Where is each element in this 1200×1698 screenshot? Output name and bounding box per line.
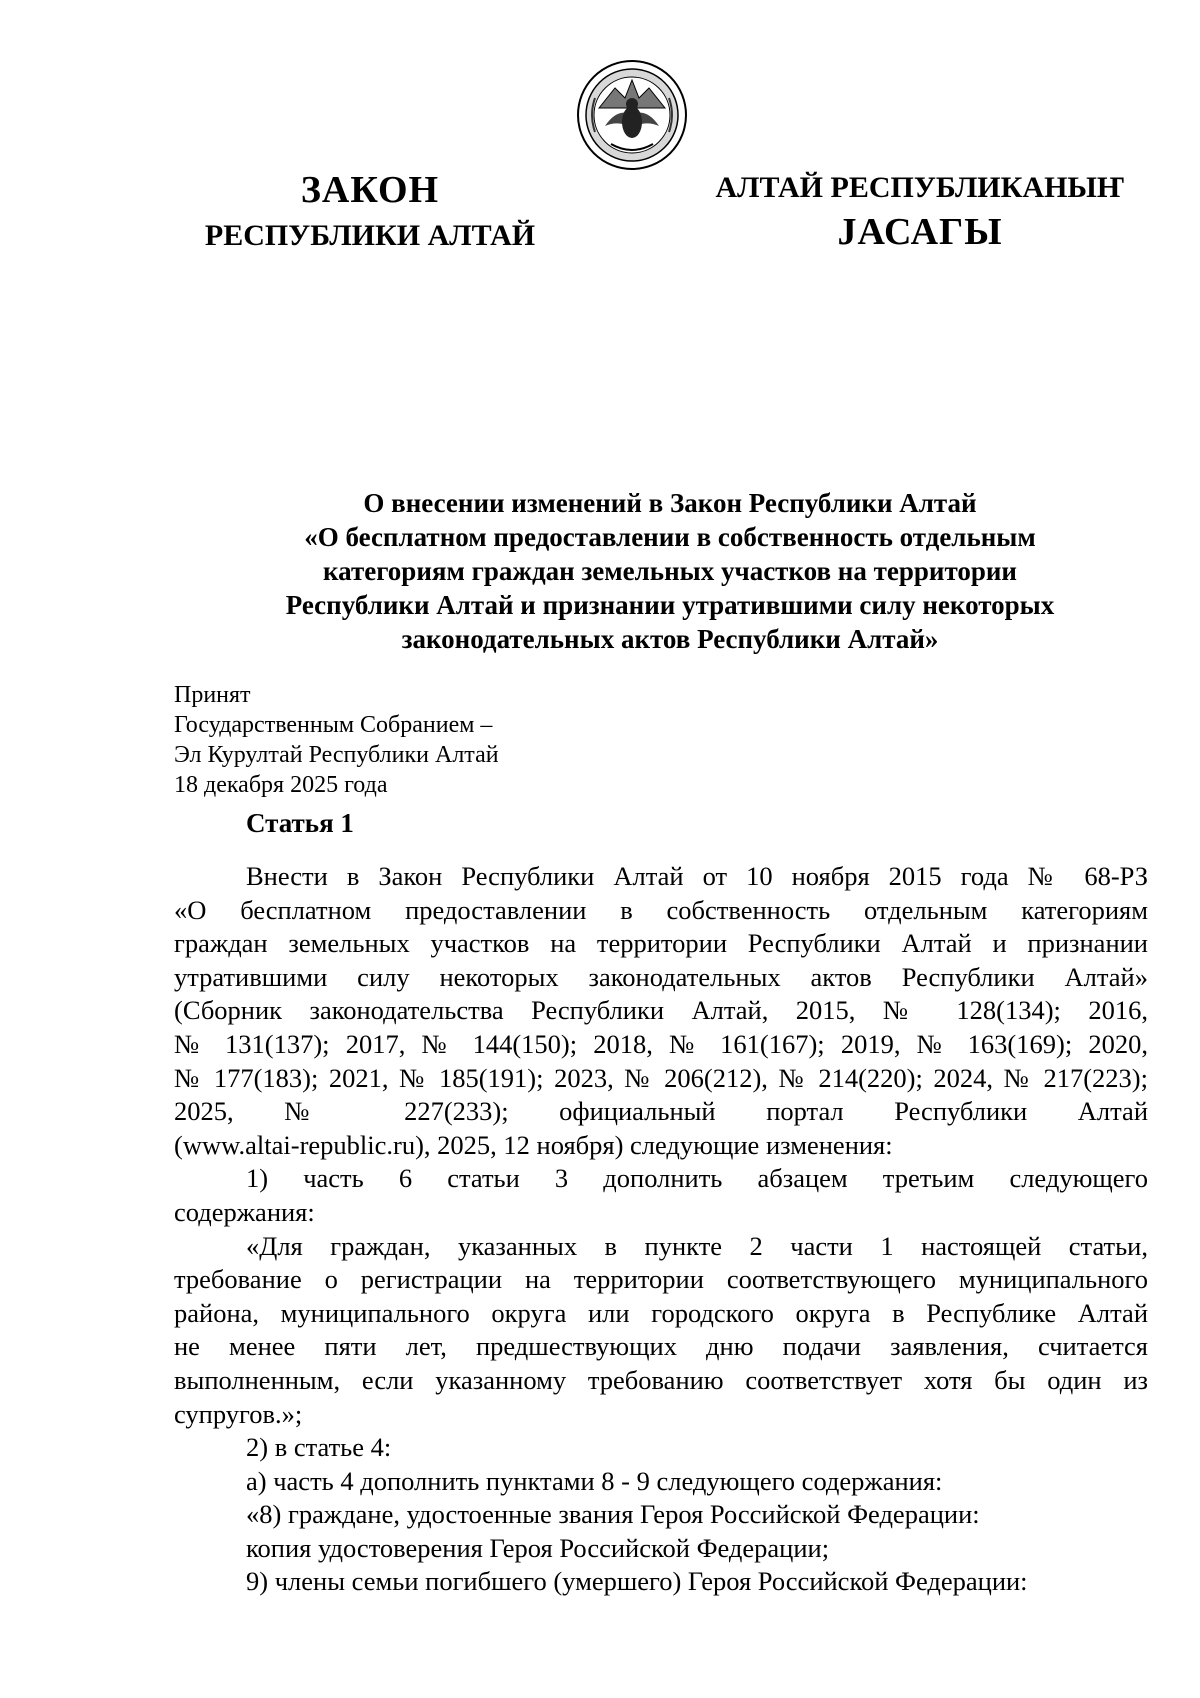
- paragraph-line: «О бесплатном предоставлении в собственность отдельным категориям: [174, 894, 1148, 925]
- article-body: [174, 860, 1148, 1599]
- article-heading: Статья 1: [246, 808, 354, 838]
- paragraph-line: супругов.»;: [174, 1398, 303, 1429]
- law-title-altai: ЈАСАГЫ: [837, 211, 1003, 253]
- paragraph-line: Внести в Закон Республики Алтай от 10 ноября 2015 года № 68-РЗ: [246, 861, 1148, 891]
- title-line: «О бесплатном предоставлении в собственность отдельным: [304, 522, 1036, 552]
- paragraph-line: утратившими силу некоторых законодательных актов Республики Алтай»: [174, 961, 1148, 992]
- paragraph-line: содержания:: [174, 1196, 315, 1227]
- paragraph-line: 1) часть 6 статьи 3 дополнить абзацем третьим следующего: [246, 1163, 1148, 1194]
- adopted-date: 18 декабря 2025 года: [174, 772, 388, 798]
- paragraph-line: требование о регистрации на территории соответствующего муниципального: [174, 1264, 1148, 1295]
- republic-name-ru: РЕСПУБЛИКИ АЛТАЙ: [204, 219, 536, 252]
- adopted-by-parliament: Эл Курултай Республики Алтай: [174, 742, 499, 768]
- paragraph-line: № 131(137); 2017, № 144(150); 2018, № 161(167); 2019, № 163(169); 2020,: [174, 1028, 1148, 1059]
- paragraph-line: (Сборник законодательства Республики Алтай, 2015, № 128(134); 2016,: [174, 995, 1148, 1026]
- title-line: категориям граждан земельных участков на территории: [323, 556, 1017, 586]
- paragraph-line: района, муниципального округа или городского округа в Республике Алтай: [174, 1297, 1148, 1328]
- paragraph-line: (www.altai-republic.ru), 2025, 12 ноября) следующие изменения:: [174, 1129, 893, 1160]
- adopted-label: Принят: [174, 682, 251, 708]
- paragraph-line: 2025, № 227(233); официальный портал Республики Алтай: [174, 1096, 1148, 1127]
- law-subject-title: [240, 486, 1100, 656]
- paragraph-line: «Для граждан, указанных в пункте 2 части 1 настоящей статьи,: [246, 1230, 1148, 1261]
- paragraph-line: № 177(183); 2021, № 185(191); 2023, № 206(212), № 214(220); 2024, № 217(223);: [174, 1062, 1148, 1093]
- paragraph-line: «8) граждане, удостоенные звания Героя Российской Федерации:: [246, 1499, 980, 1530]
- paragraph-line: а) часть 4 дополнить пунктами 8 - 9 следующего содержания:: [246, 1465, 943, 1496]
- paragraph-line: граждан земельных участков на территории Республики Алтай и признании: [174, 928, 1148, 959]
- paragraph-line: копия удостоверения Героя Российской Федерации;: [246, 1532, 830, 1563]
- paragraph-line: выполненным, если указанному требованию соответствует хотя бы один из: [174, 1364, 1148, 1395]
- title-line: О внесении изменений в Закон Республики Алтай: [363, 488, 977, 518]
- coat-of-arms-emblem: [575, 58, 689, 172]
- adoption-block: [174, 680, 499, 800]
- title-line: законодательных актов Республики Алтай»: [401, 624, 939, 654]
- law-title-ru: ЗАКОН: [300, 169, 440, 211]
- title-line: Республики Алтай и признании утратившими силу некоторых: [285, 590, 1055, 620]
- paragraph-line: не менее пяти лет, предшествующих дню подачи заявления, считается: [174, 1331, 1148, 1362]
- republic-name-altai: АЛТАЙ РЕСПУБЛИКАНЫҤ: [715, 171, 1125, 204]
- paragraph-line: 2) в статье 4:: [246, 1432, 392, 1463]
- paragraph-line: 9) члены семьи погибшего (умершего) Героя Российской Федерации:: [246, 1566, 1028, 1597]
- adopted-by: Государственным Собранием –: [174, 712, 493, 738]
